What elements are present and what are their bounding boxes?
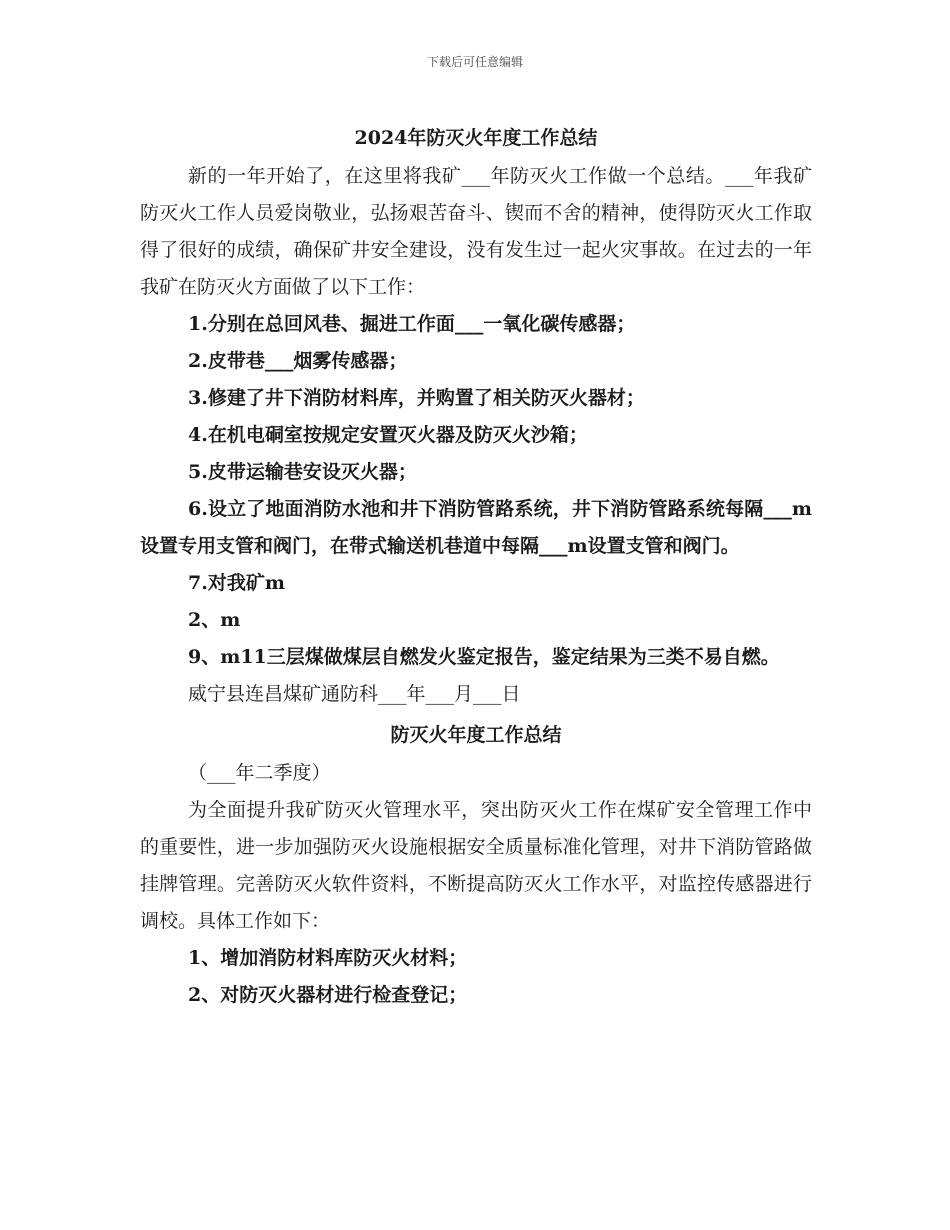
section-title: 防灭火年度工作总结 (390, 724, 562, 746)
page-header: 下载后可任意编辑 (426, 55, 523, 69)
list-item: 2、m (188, 609, 241, 631)
list-item: 1.分别在总回风巷、掘进工作面___一氧化碳传感器； (188, 313, 636, 335)
signature-line: 威宁县连昌煤矿通防科___年___月___日 (188, 683, 521, 705)
intro-paragraph: 新的一年开始了，在这里将我矿___年防灭火工作做一个总结。___年我矿防灭火工作人员爱岗敬业，弘扬艰苦奋斗、锲而不舍的精神，使得防灭火工作取得了很好的成绩，确保矿井安全建设，没有发生过一起火灾事故。在过去的一年我矿在防灭火方面做了以下工作： (140, 165, 812, 298)
list-item: 7.对我矿m (188, 572, 285, 594)
list-item: 4.在机电硐室按规定安置灭火器及防灭火沙箱； (188, 424, 588, 446)
document-title: 2024年防灭火年度工作总结 (354, 127, 598, 149)
list-item: 1、增加消防材料库防灭火材料； (188, 947, 468, 969)
list-item: 6.设立了地面消防水池和井下消防管路系统，井下消防管路系统每隔___m设置专用支管和阀门，在带式输送机巷道中每隔___m设置支管和阀门。 (140, 498, 812, 557)
list-item: 9、m11三层煤做煤层自燃发火鉴定报告，鉴定结果为三类不易自燃。 (188, 646, 780, 668)
list-item: 2.皮带巷___烟雾传感器； (188, 350, 408, 372)
intro-paragraph: 为全面提升我矿防灭火管理水平，突出防灭火工作在煤矿安全管理工作中的重要性，进一步加强防灭火设施根据安全质量标准化管理，对井下消防管路做挂牌管理。完善防灭火软件资料，不断提高防灭火工作水平，对监控传感器进行调校。具体工作如下： (140, 799, 812, 932)
list-item: 2、对防灭火器材进行检查登记； (188, 984, 468, 1006)
document-body (140, 118, 812, 1014)
section-subtitle: （___年二季度） (188, 762, 331, 784)
list-item: 3.修建了井下消防材料库，并购置了相关防灭火器材； (188, 387, 645, 409)
list-item: 5.皮带运输巷安设灭火器； (188, 461, 417, 483)
